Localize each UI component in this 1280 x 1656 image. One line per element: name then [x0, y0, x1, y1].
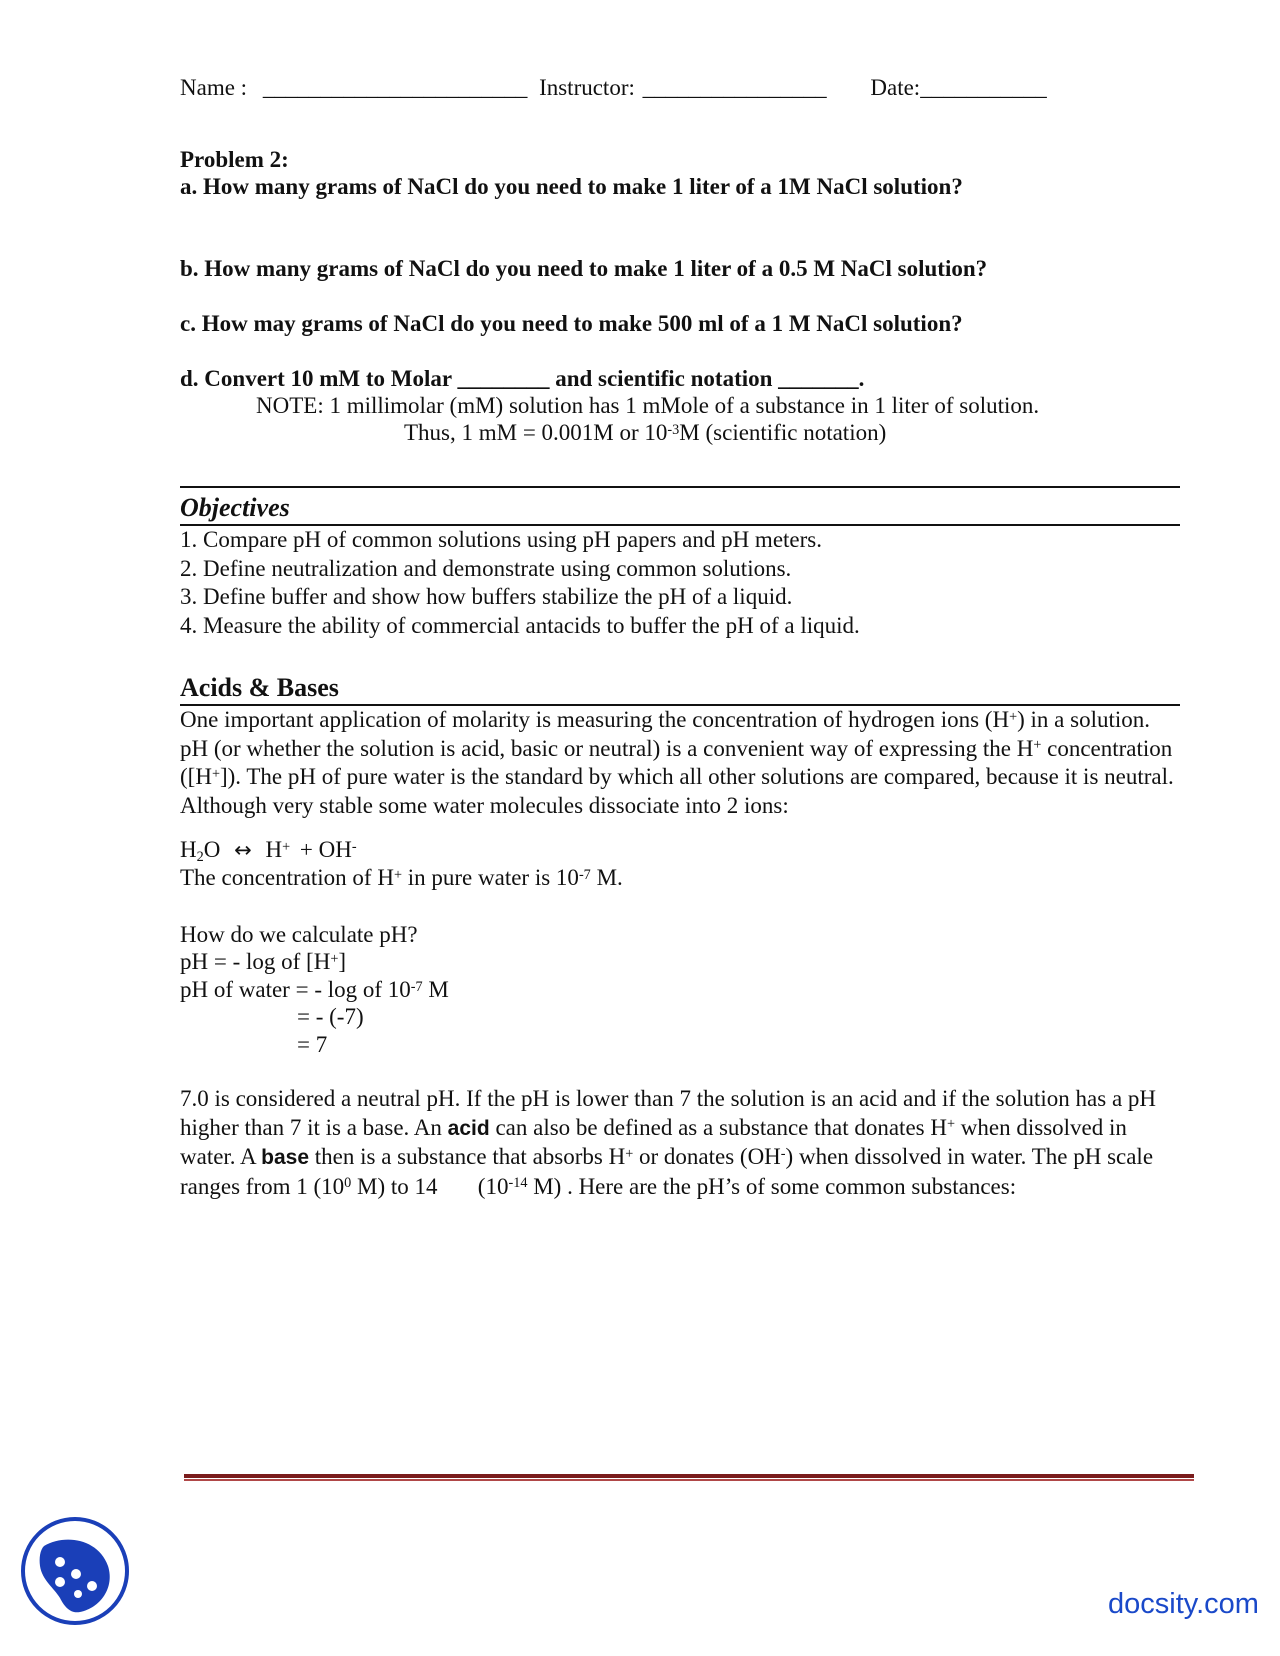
concentration-line	[180, 864, 623, 891]
p1-s1: One important application of molarity is measuring the concentration of hydrogen ions (H	[180, 707, 1010, 732]
eq-hplus-sup: +	[282, 838, 291, 855]
footer-rule-dark	[184, 1474, 1194, 1478]
dissociation-equation	[180, 836, 357, 864]
p2-s8: M) . Here are the pH’s of some common substances:	[527, 1173, 1017, 1199]
p1-s3: concentration ([H	[180, 735, 1173, 789]
objective-item-2: 2. Define neutralization and demonstrate using common solutions.	[180, 555, 792, 581]
date-field[interactable]: ___________	[920, 75, 1047, 100]
question-c: c. How may grams of NaCl do you need to make 500 ml of a 1 M NaCl solution?	[180, 311, 963, 336]
p2-s2: can also be defined as a substance that donates H	[489, 1114, 947, 1140]
objectives-list	[180, 526, 860, 640]
instructor-label: Instructor:	[539, 75, 635, 100]
calc-line-2	[180, 976, 449, 1003]
eq-oh: + OH	[299, 837, 352, 862]
calc-l1-sup: +	[330, 950, 339, 967]
footer-rule-light	[184, 1479, 1194, 1481]
objectives-title: Objectives	[180, 493, 290, 522]
docsity-brand-link[interactable]: docsity.com	[1108, 1588, 1259, 1620]
eq-oh-sup: -	[351, 838, 357, 855]
eq-o: O	[203, 837, 221, 862]
p2-sup5: -	[780, 1145, 786, 1162]
conc-sup2: -7	[578, 866, 591, 883]
acids-paragraph-2	[180, 1085, 1170, 1201]
conc-sup1: +	[393, 866, 402, 883]
objectives-top-rule	[180, 486, 1180, 488]
p2-sup4: +	[625, 1145, 634, 1162]
question-d: d. Convert 10 mM to Molar ________ and scientific notation _______.	[180, 366, 865, 391]
p2-acid-term: acid	[447, 1116, 490, 1140]
p2-sup6: 0	[344, 1175, 352, 1192]
eq-hplus: H	[265, 837, 283, 862]
calc-l2-sup: -7	[410, 978, 423, 995]
thus-sup: -3	[667, 421, 680, 438]
calc-l2-pre: pH of water = - log of 10	[180, 977, 411, 1002]
acids-bases-title: Acids & Bases	[180, 673, 339, 702]
conc-post: M.	[590, 865, 623, 890]
p2-sup2: +	[946, 1116, 956, 1133]
thus-text	[404, 419, 886, 446]
p1-sup3: +	[211, 765, 220, 782]
instructor-field[interactable]: ________________	[642, 75, 827, 100]
calc-question: How do we calculate pH?	[180, 922, 418, 947]
p2-base-term: base	[261, 1146, 310, 1169]
p2-s3: when dissolved in water. A	[180, 1114, 1127, 1169]
question-b: b. How many grams of NaCl do you need to make 1 liter of a 0.5 M NaCl solution?	[180, 256, 988, 281]
name-label: Name :	[180, 75, 248, 100]
calc-line-4: = 7	[297, 1032, 328, 1057]
note-text: NOTE: 1 millimolar (mM) solution has 1 mMole of a substance in 1 liter of solution.	[256, 393, 1040, 418]
p2-s4: then is a substance that absorbs H	[309, 1144, 626, 1169]
objective-item-3: 3. Define buffer and show how buffers stabilize the pH of a liquid.	[180, 584, 793, 609]
p2-sup7: -14	[508, 1175, 528, 1192]
p2-s5: or donates (OH	[633, 1144, 781, 1169]
p1-sup1: +	[1009, 708, 1018, 725]
p2-s1: 7.0 is considered a neutral pH. If the pH is lower than 7 the solution is an acid and if the solution has a pH higher than 7 it is a base. An	[180, 1086, 1157, 1140]
question-a: a. How many grams of NaCl do you need to make 1 liter of a 1M NaCl solution?	[180, 174, 963, 199]
problem-title: Problem 2:	[180, 147, 289, 172]
calc-line-3: = - (-7)	[297, 1004, 364, 1029]
p1-sup2: +	[1033, 737, 1042, 754]
calc-l1-pre: pH = - log of [H	[180, 949, 331, 974]
conc-pre: The concentration of H	[180, 865, 394, 890]
thus-post: M (scientific notation)	[679, 420, 887, 445]
date-label: Date:	[870, 75, 921, 100]
objective-item-1: 1. Compare pH of common solutions using pH papers and pH meters.	[180, 527, 822, 552]
p2-s7: M) to 14 (10	[351, 1173, 509, 1199]
calc-l2-post: M	[422, 977, 449, 1002]
name-field[interactable]: _______________________	[262, 75, 528, 100]
objective-item-4: 4. Measure the ability of commercial antacids to buffer the pH of a liquid.	[180, 612, 860, 638]
docsity-logo-icon[interactable]	[20, 1516, 130, 1626]
p1-s2: ) in a solution. pH (or whether the solution is acid, basic or neutral) is a convenient way of expressing the H	[180, 707, 1151, 761]
header-line	[180, 74, 1047, 101]
double-arrow-icon: ↔	[234, 838, 252, 862]
acids-paragraph-1	[180, 706, 1180, 820]
calc-l1-post: ]	[338, 949, 347, 974]
eq-sub: 2	[196, 848, 204, 865]
p2-s6: ) when dissolved in water. The pH scale ranges from 1 (10	[180, 1144, 1154, 1199]
thus-pre: Thus, 1 mM = 0.001M or 10	[404, 420, 668, 445]
eq-h: H	[180, 837, 197, 862]
p1-s4: ]). The pH of pure water is the standard by which all other solutions are compared, because it is neutral. Although very stable some water molecules dissociate into 2 ions:	[180, 764, 1174, 818]
calc-line-1	[180, 948, 346, 975]
conc-mid: in pure water is 10	[402, 865, 579, 890]
